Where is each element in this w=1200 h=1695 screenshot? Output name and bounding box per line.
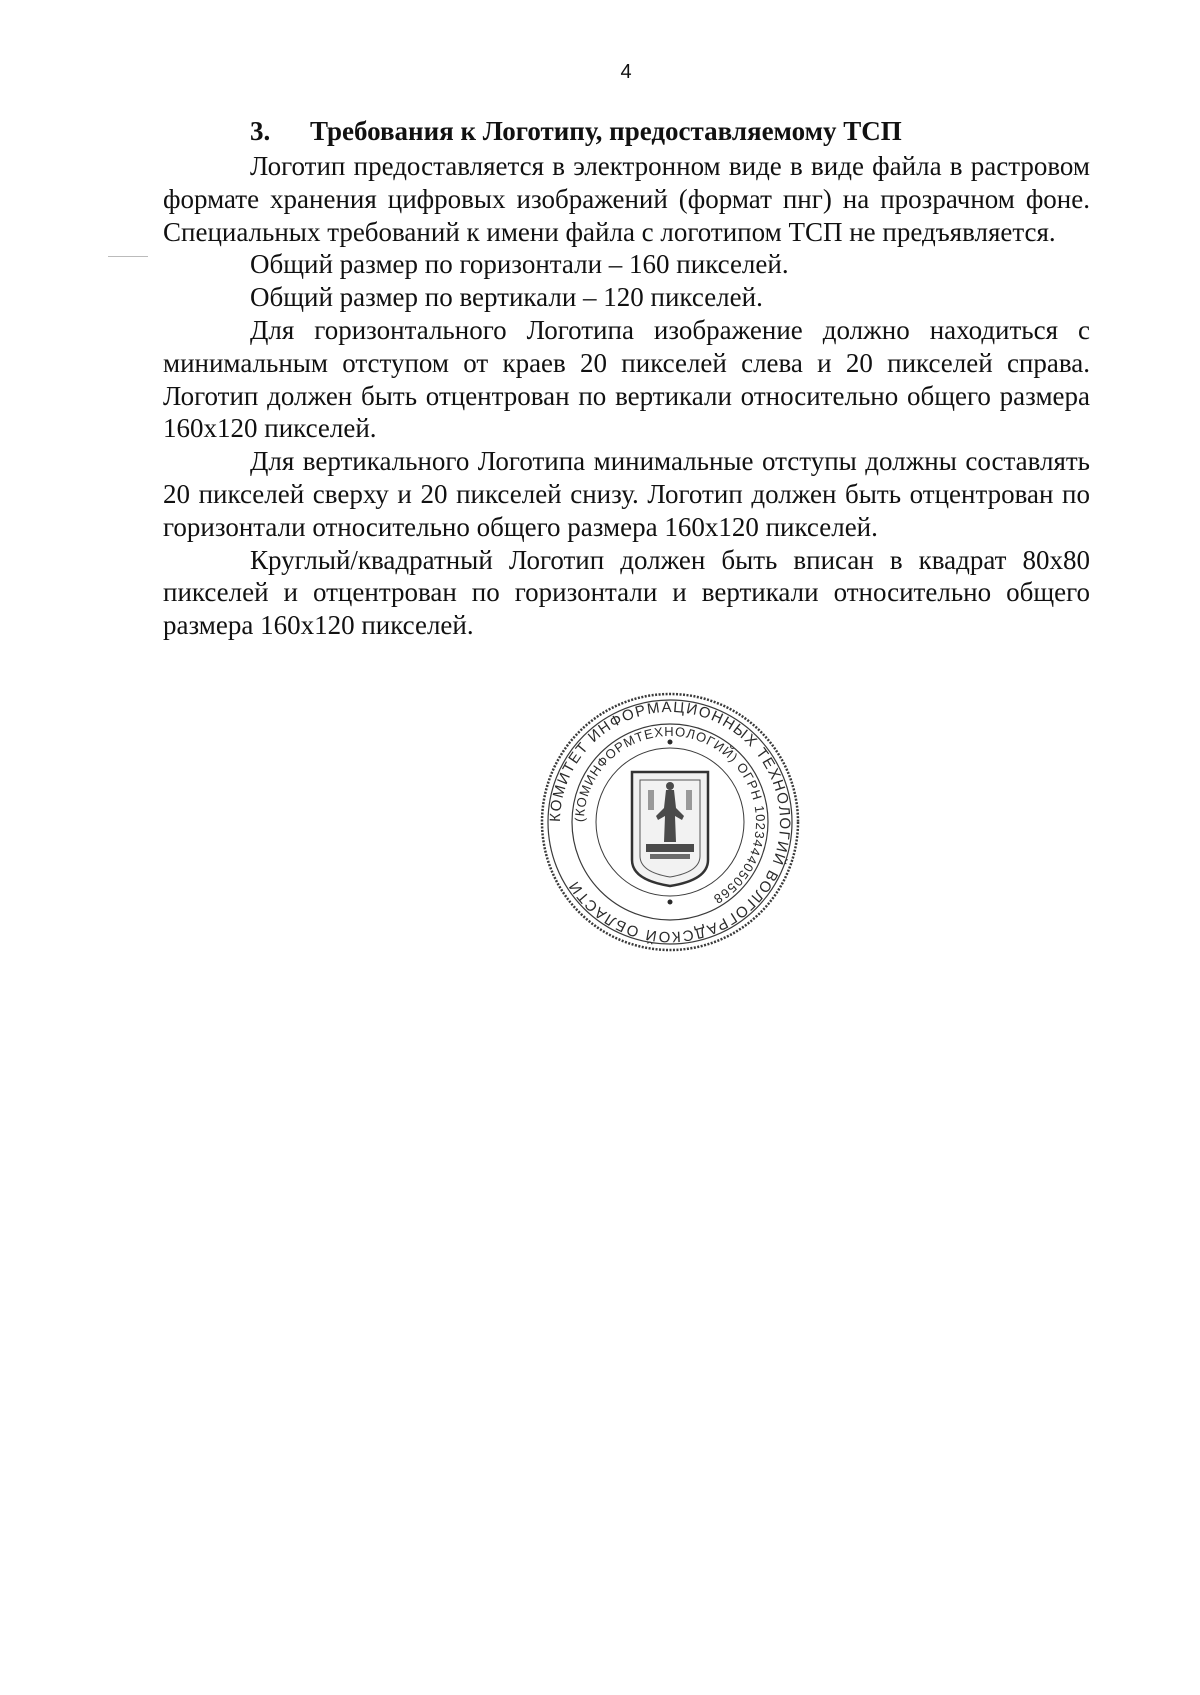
coat-of-arms-emblem: [632, 772, 708, 886]
seal-outer-text-path: КОМИТЕТ ИНФОРМАЦИОННЫХ ТЕХНОЛОГИЙ ВОЛГОГРАДСКОЙ ОБЛАСТИ: [546, 698, 794, 946]
official-seal: [538, 690, 802, 954]
section-body: [163, 150, 1090, 642]
paragraph-vertical-logo: Для вертикального Логотипа минимальные отступы должны составлять 20 пикселей сверху и 20 пикселей снизу. Логотип должен быть отцентрован по горизонтали относительно общего размера 160x120 пикселей.: [163, 446, 1090, 542]
paragraph-horizontal-size: Общий размер по горизонтали – 160 пикселей.: [250, 249, 789, 280]
page-number: 4: [620, 61, 632, 83]
section-title: Требования к Логотипу, предоставляемому ТСП: [310, 116, 902, 146]
seal-inner-text-path: (КОМИНФОРМТЕХНОЛОГИЙ) ОГРН 1023444050568: [571, 723, 769, 908]
paragraph-square-logo: Круглый/квадратный Логотип должен быть вписан в квадрат 80x80 пикселей и отцентрован по горизонтали и вертикали относительно общего размера 160x120 пикселей.: [163, 544, 1090, 641]
paragraph-vertical-size: Общий размер по вертикали – 120 пикселей.: [250, 282, 763, 313]
section-number: 3.: [250, 116, 271, 146]
margin-mark: [108, 256, 148, 257]
paragraph-format: Логотип предоставляется в электронном виде в виде файла в растровом формате хранения цифровых изображений (формат пнг) на прозрачном фоне. Специальных требований к имени файла с логотипом ТСП не предъявляется.: [163, 151, 1090, 247]
paragraph-horizontal-logo: Для горизонтального Логотипа изображение должно находиться с минимальным отступом от краев 20 пикселей слева и 20 пикселей справа. Логотип должен быть отцентрован по вертикали относительно общего размера 160x120 пикселей.: [163, 314, 1090, 444]
section-heading: [250, 115, 902, 147]
